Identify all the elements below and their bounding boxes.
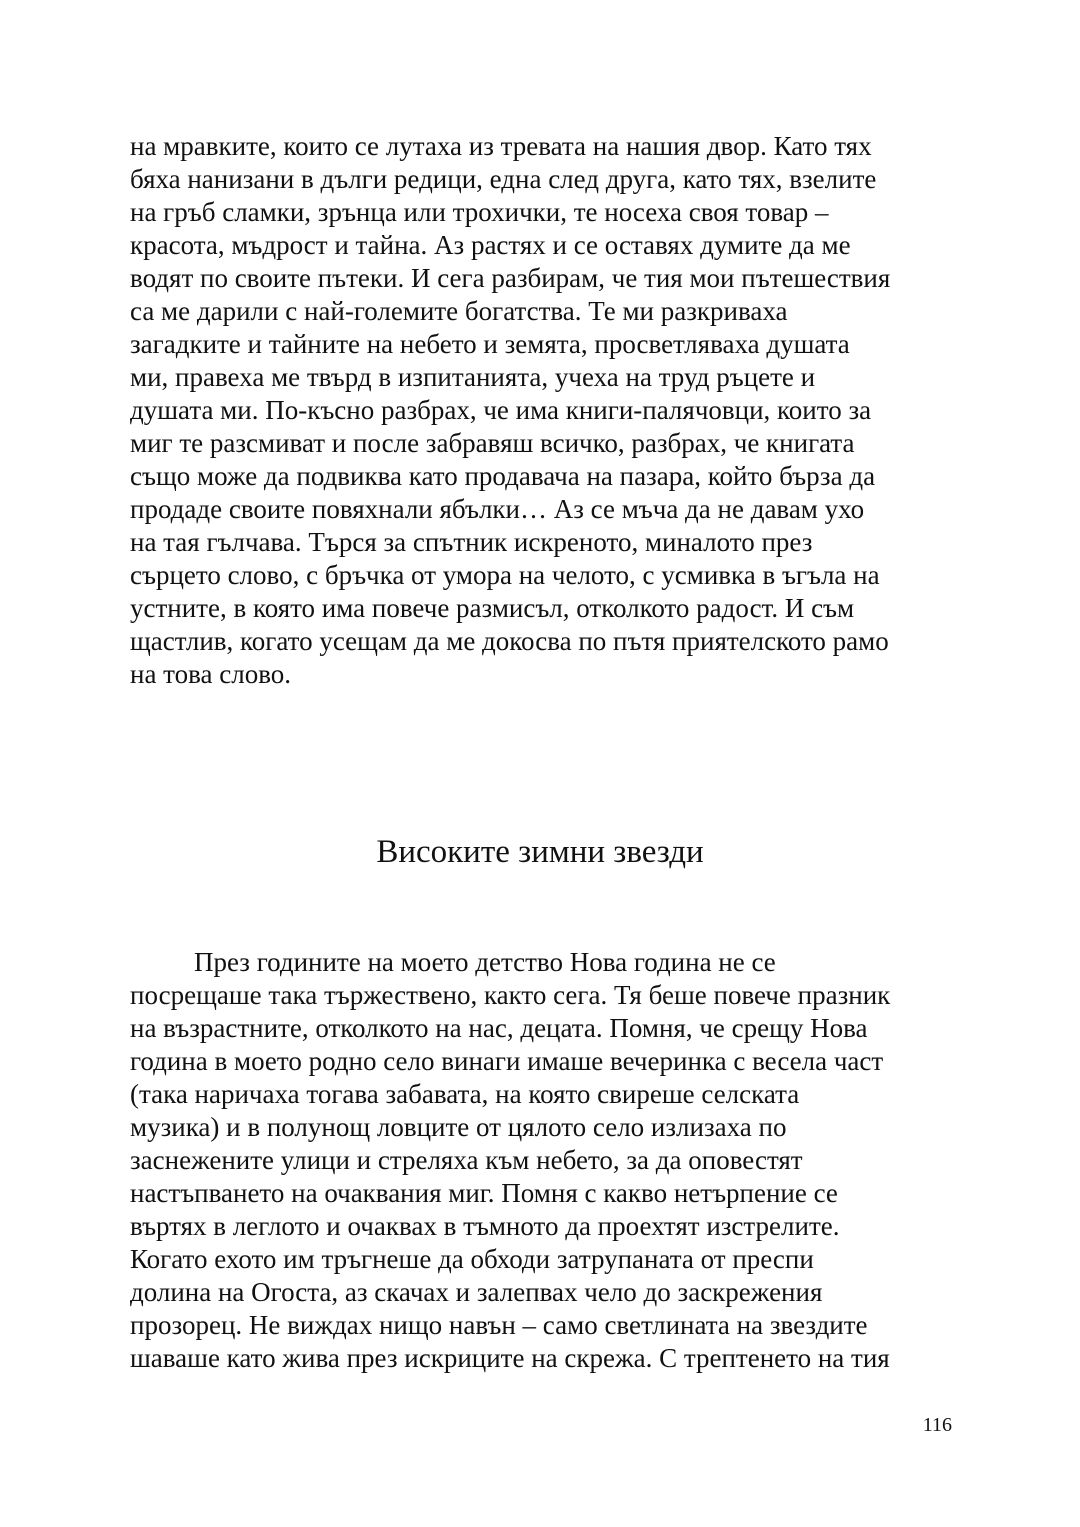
text-line: на мравките, които се лутаха из тревата на нашия двор. Като тях [130, 131, 872, 161]
text-line: бяха нанизани в дълги редици, една след друга, като тях, взелите [130, 164, 877, 194]
text-line: на това слово. [130, 659, 292, 689]
text-line: (така наричаха тогава забавата, на която свиреше селската [130, 1079, 800, 1109]
text-line: на тая гълчава. Търся за спътник искреното, миналото през [130, 527, 813, 557]
text-line: През годините на моето детство Нова година не се [194, 947, 776, 977]
text-line: музика) и в полунощ ловците от цялото село излизаха по [130, 1112, 787, 1142]
text-line: загадките и тайните на небето и земята, просветляваха душата [130, 329, 850, 359]
text-line: устните, в която има повече размисъл, отколкото радост. И съм [130, 593, 855, 623]
text-line: настъпването на очаквания миг. Помня с какво нетърпение се [130, 1178, 838, 1208]
text-line: са ме дарили с най-големите богатства. Те ми разкриваха [130, 296, 788, 326]
text-line: душата ми. По-късно разбрах, че има книги-палячовци, които за [130, 395, 872, 425]
text-line: долина на Огоста, аз скачах и залепвах чело до заскрежения [130, 1277, 823, 1307]
text-line: щастлив, когато усещам да ме докосва по пътя приятелското рамо [130, 626, 889, 656]
section-heading: Високите зимни звезди [376, 834, 704, 870]
text-line: прозорец. Не виждах нищо навън – само светлината на звездите [130, 1310, 868, 1340]
text-line: водят по своите пътеки. И сега разбирам, че тия мои пътешествия [130, 263, 891, 293]
text-line: на гръб сламки, зрънца или трохички, те носеха своя товар – [130, 197, 829, 227]
text-line: миг те разсмиват и после забравяш всичко, разбрах, че книгата [130, 428, 855, 458]
text-line: също може да подвиква като продавача на пазара, който бърза да [130, 461, 876, 491]
text-line: шаваше като жива през искриците на скрежа. С трептенето на тия [130, 1343, 890, 1373]
text-line: продаде своите повяхнали ябълки… Аз се мъча да не давам ухо [130, 494, 865, 524]
text-line: Когато ехото им тръгнеше да обходи затрупаната от преспи [130, 1244, 814, 1274]
text-line: година в моето родно село винаги имаше вечеринка с весела част [130, 1046, 884, 1076]
text-line: ми, правеха ме твърд в изпитанията, учеха на труд ръцете и [130, 362, 816, 392]
text-line: сърцето слово, с бръчка от умора на челото, с усмивка в ъгъла на [130, 560, 880, 590]
text-line: посрещаше така тържествено, както сега. Тя беше повече празник [130, 980, 891, 1010]
text-line: красота, мъдрост и тайна. Аз растях и се оставях думите да ме [130, 230, 851, 260]
text-line: въртях в леглото и очаквах в тъмното да проехтят изстрелите. [130, 1211, 840, 1241]
page-number: 116 [922, 1414, 952, 1436]
text-line: на възрастните, отколкото на нас, децата. Помня, че срещу Нова [130, 1013, 868, 1043]
text-line: заснежените улици и стреляха към небето, за да оповестят [130, 1145, 803, 1175]
